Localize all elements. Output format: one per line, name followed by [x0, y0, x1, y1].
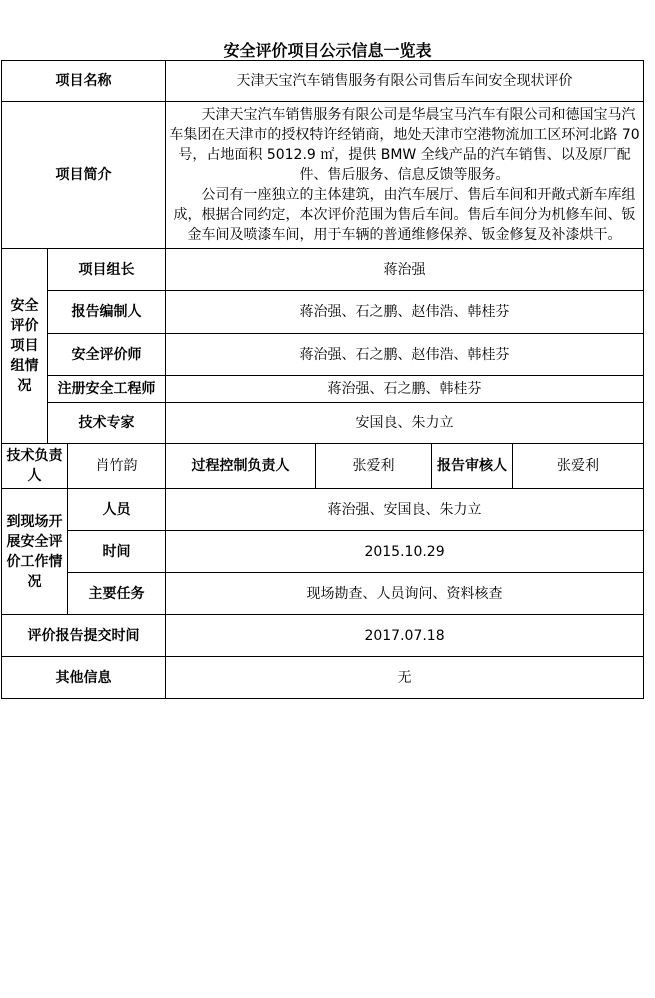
table-row: [2, 291, 644, 334]
project-name-value: 天津天宝汽车销售服务有限公司售后车间安全现状评价: [166, 61, 644, 102]
intro-paragraph: 天津天宝汽车销售服务有限公司是华晨宝马汽车有限公司和德国宝马汽车集团在天津市的授权特许经销商，地处天津市空港物流加工区环河北路 70 号，占地面积 5012.9 ㎡，提供 BMW 全线产品的汽车销售、以及原厂配件、售后服务、信息反馈等服务。: [169, 107, 640, 183]
onsite-value: 现场勘查、人员询问、资料核查: [166, 573, 644, 615]
tech-lead-label: 技术负责人: [2, 444, 68, 489]
table-row: [2, 489, 644, 531]
team-value: 蒋治强、石之鹏、韩桂芬: [166, 376, 644, 403]
table-row: [2, 444, 644, 489]
onsite-label: 人员: [68, 489, 166, 531]
table-row: [2, 657, 644, 699]
onsite-label: 主要任务: [68, 573, 166, 615]
report-review-cell: [432, 444, 644, 489]
team-value: 安国良、朱力立: [166, 403, 644, 444]
project-intro-label: 项目简介: [2, 102, 166, 249]
info-table: [1, 60, 644, 699]
page-title: 安全评价项目公示信息一览表: [223, 41, 432, 60]
submit-time-value: 2017.07.18: [166, 615, 644, 657]
report-reviewer-value: 张爱利: [557, 458, 600, 474]
team-label: 项目组长: [48, 249, 166, 291]
intro-paragraph: 公司有一座独立的主体建筑，由汽车展厅、售后车间和开敞式新车库组成，根据合同约定，本次评价范围为售后车间。售后车间分为机修车间、钣金车间及喷漆车间，用于车辆的普通维修保养、钣金修复及补漆烘干。: [173, 187, 636, 243]
table-row: [2, 376, 644, 403]
team-group-label: [2, 249, 48, 444]
team-label: 安全评价师: [48, 334, 166, 376]
report-reviewer-label: 报告审核人: [432, 444, 513, 488]
onsite-value: 蒋治强、安国良、朱力立: [166, 489, 644, 531]
team-label: 报告编制人: [48, 291, 166, 334]
process-control-label: 过程控制负责人: [166, 444, 316, 489]
tech-lead-value: 肖竹韵: [68, 444, 166, 489]
table-row: [2, 249, 644, 291]
table-row: [2, 102, 644, 249]
onsite-group-label: [2, 489, 68, 615]
table-row: [2, 61, 644, 102]
other-info-label: 其他信息: [2, 657, 166, 699]
table-row: [2, 573, 644, 615]
table-row: [2, 334, 644, 376]
onsite-group-text: 到现场开展安全评价工作情况: [6, 513, 63, 590]
onsite-value: 2015.10.29: [166, 531, 644, 573]
team-group-text: 安全评价项目组情况: [10, 298, 39, 394]
submit-time-label: 评价报告提交时间: [2, 615, 166, 657]
onsite-label: 时间: [68, 531, 166, 573]
table-row: [2, 615, 644, 657]
team-label: 注册安全工程师: [48, 376, 166, 403]
other-info-value: 无: [166, 657, 644, 699]
team-value: 蒋治强、石之鹏、赵伟浩、韩桂芬: [166, 334, 644, 376]
project-name-label: 项目名称: [2, 61, 166, 102]
table-row: [2, 403, 644, 444]
project-intro-text: [166, 102, 644, 249]
table-row: [2, 531, 644, 573]
team-value: 蒋治强、石之鹏、赵伟浩、韩桂芬: [166, 291, 644, 334]
team-value: 蒋治强: [166, 249, 644, 291]
process-control-value: 张爱利: [316, 444, 432, 489]
team-label: 技术专家: [48, 403, 166, 444]
